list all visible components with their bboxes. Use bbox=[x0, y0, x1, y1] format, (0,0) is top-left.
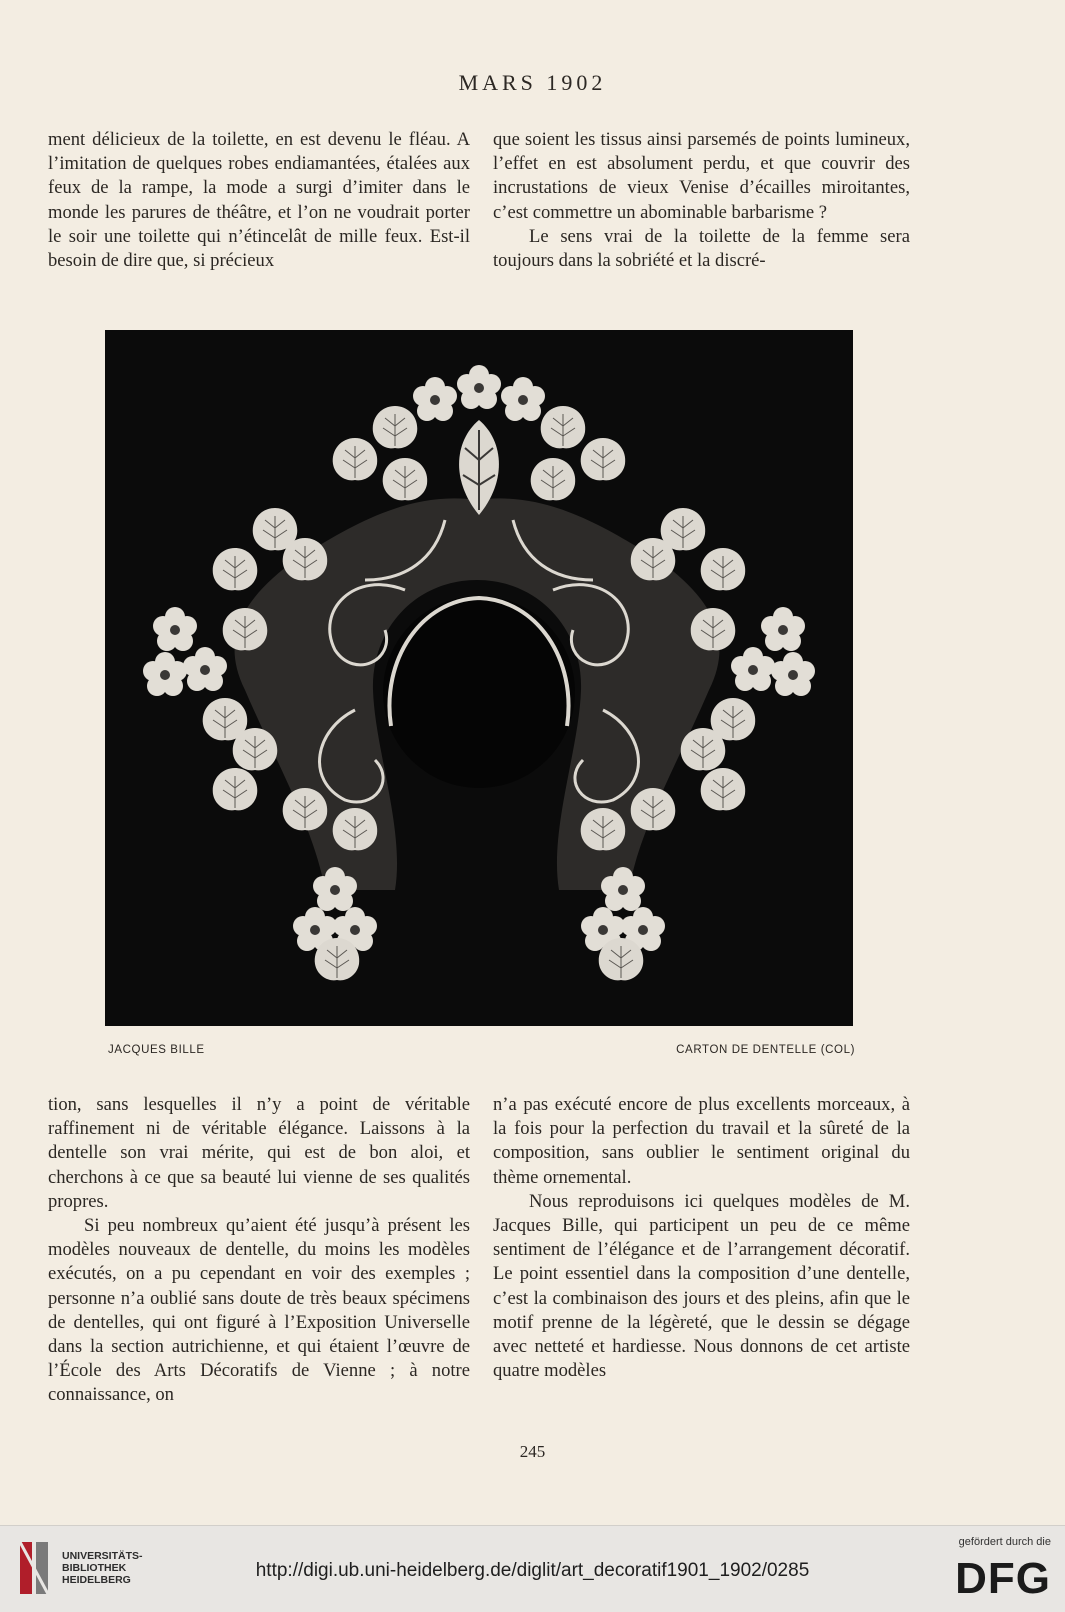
funding-label: gefördert durch die bbox=[958, 1536, 1051, 1548]
figure-caption-title: CARTON DE DENTELLE (COL) bbox=[676, 1044, 855, 1056]
lace-collar-drawing bbox=[105, 330, 853, 1026]
dfg-logo: DFG bbox=[955, 1554, 1051, 1603]
text-column-top-right bbox=[493, 128, 910, 273]
digitization-footer bbox=[0, 1525, 1065, 1612]
paragraph: que soient les tissus ainsi parsemés de points lumineux, l’effet en est absolument perdu, et que couvrir des incrustations de vieux Venise d’écailles miroitantes, c’est commettre un abominable barbarisme ? bbox=[493, 129, 910, 223]
running-header: MARS 1902 bbox=[458, 70, 607, 95]
paragraph: Nous reproduisons ici quelques modèles de M. Jacques Bille, qui participent un peu de ce même sentiment de l’élégance et de l’arrangement décoratif. Le point essentiel dans la composition d’une dentelle, c’est la combinaison des jours et des pleins, afin que le motif prenne de la légèreté, que le dessin se dégage avec netteté et hardiesse. Nous donnons de cet artiste quatre modèles bbox=[493, 1190, 910, 1382]
institution-name-line: HEIDELBERG bbox=[62, 1574, 131, 1586]
paragraph: tion, sans lesquelles il n’y a point de véritable raffinement ni de véritable élégance. Laissons à la dentelle son vrai mérite, qui est de bon aloi, et cherchons à ce que sa beauté lui vienne de ses qualités propres. bbox=[48, 1094, 470, 1212]
figure-caption-artist: JACQUES BILLE bbox=[108, 1044, 205, 1056]
source-url-link[interactable]: http://digi.ub.uni-heidelberg.de/diglit/art_decoratif1901_1902/0285 bbox=[255, 1560, 810, 1581]
text-column-bottom-left bbox=[48, 1093, 470, 1408]
institution-name-line: UNIVERSITÄTS- bbox=[62, 1550, 143, 1562]
paragraph: ment délicieux de la toilette, en est devenu le fléau. A l’imitation de quelques robes endiamantées, étalées aux feux de la rampe, la mode a surgi d’imiter dans le monde les parures de théâtre, et l’on ne voudrait porter le soir une toilette qui n’étincelât de mille feux. Est-il besoin de dire que, si précieux bbox=[48, 129, 470, 272]
paragraph: n’a pas exécuté encore de plus excellents morceaux, à la fois pour la perfection du travail et la sûreté de la composition, sans oublier le sentiment original du thème ornemental. bbox=[493, 1094, 910, 1188]
paragraph: Si peu nombreux qu’aient été jusqu’à présent les modèles nouveaux de dentelle, du moins les modèles exécutés, on a pu cependant en voir des exemples ; personne n’a oublié sans doute de très beaux spécimens de dentelles, qui ont figuré à l’Exposition Universelle dans la section autrichienne, et qui étaient l’œuvre de l’École des Arts Décoratifs de Vienne ; à notre connaissance, on bbox=[48, 1215, 470, 1406]
lace-collar-illustration bbox=[105, 330, 853, 1026]
institution-name-line: BIBLIOTHEK bbox=[62, 1562, 127, 1574]
paragraph: Le sens vrai de la toilette de la femme sera toujours dans la sobriété et la discré- bbox=[493, 225, 910, 272]
text-column-bottom-right bbox=[493, 1093, 910, 1383]
text-column-top-left bbox=[48, 128, 470, 273]
page-number: 245 bbox=[519, 1442, 546, 1461]
